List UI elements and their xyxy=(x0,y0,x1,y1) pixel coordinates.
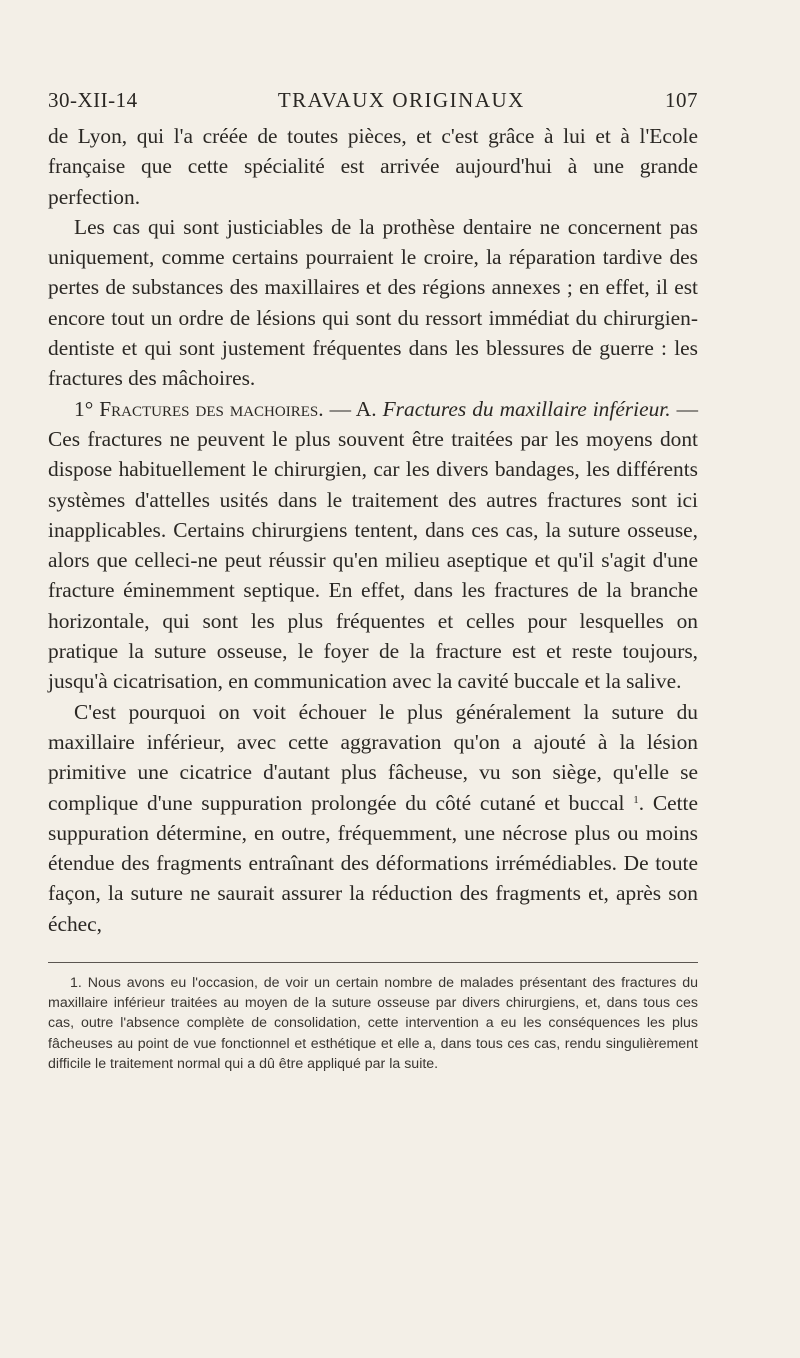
paragraph-4-text-a: C'est pourquoi on voit échouer le plus généralement la suture du maxillaire inférieur, avec cette aggravation qu'on a ajouté à la lésion primitive une cicatrice d'autant plus fâcheuse, vu son siège, qu'elle se complique d'une suppuration prolongée du côté cutané et buccal xyxy=(48,699,698,815)
footnote-text: 1. Nous avons eu l'occasion, de voir un certain nombre de malades présentant des fractures du maxillaire inférieur traitées au moyen de la suture osseuse par divers chirurgiens, et, dans tous ces cas, outre l'absence complète de consolidation, cette intervention a eu les conséquences les plus fâcheuses au point de vue fonctionnel et esthétique et elle a, dans tous ces cas, rendu singulièrement difficile le traitement normal qui a dû être appliqué par la suite. xyxy=(48,975,698,1072)
footnote-rule xyxy=(48,962,698,963)
footnote xyxy=(48,973,698,1074)
section-dash: — A. xyxy=(323,396,383,421)
paragraph-4-text-b: . Cette suppuration détermine, en outre, fréquemment, une nécrose plus ou moins étendue des fragments entraînant des déformations irrémédiables. De toute façon, la suture ne saurait assurer la réduction des fragments et, après son échec, xyxy=(48,790,698,936)
section-number: 1° xyxy=(74,396,94,421)
paragraph-2: Les cas qui sont justiciables de la prothèse dentaire ne concernent pas uniquement, comme certains pourraient le croire, la réparation tardive des pertes de substances des maxillaires et des régions annexes ; en effet, il est encore tout un ordre de lésions qui sont du ressort immédiat du chirurgien-dentiste et qui sont justement fréquentes dans les blessures de guerre : les fractures des mâchoires. xyxy=(48,214,698,391)
header-title: TRAVAUX ORIGINAUX xyxy=(277,88,525,112)
footnote-reference: 1 xyxy=(633,793,639,806)
section-heading: Fractures des machoires. xyxy=(99,396,324,421)
book-page xyxy=(48,88,698,1074)
section-subheading: Fractures du maxillaire inférieur. xyxy=(382,396,671,421)
paragraph-1: de Lyon, qui l'a créée de toutes pièces, et c'est grâce à lui et à l'Ecole française que cette spécialité est arrivée aujourd'hui à une grande perfection. xyxy=(48,124,698,209)
paragraph-3 xyxy=(48,394,698,697)
page-number: 107 xyxy=(665,88,698,112)
paragraph-3-text: — Ces fractures ne peuvent le plus souvent être traitées par les moyens dont dispose habituellement le chirurgien, car les divers bandages, les différents systèmes d'attelles usités dans le traitement des autres fractures sont ici inapplicables. Certains chirurgiens tentent, dans ces cas, la suture osseuse, alors que celleci-ne peut réussir qu'en milieu aseptique et qu'il s'agit d'une fracture éminemment septique. En effet, dans les fractures de la branche horizontale, qui sont les plus fréquentes et celles pour lesquelles on pratique la suture osseuse, le foyer de la fracture est et reste toujours, jusqu'à cicatrisation, en communication avec la cavité buccale et la salive. xyxy=(48,396,698,694)
paragraph-4 xyxy=(48,697,698,939)
header-date: 30-XII-14 xyxy=(48,88,138,112)
body-text xyxy=(48,121,698,939)
running-head xyxy=(48,88,698,113)
